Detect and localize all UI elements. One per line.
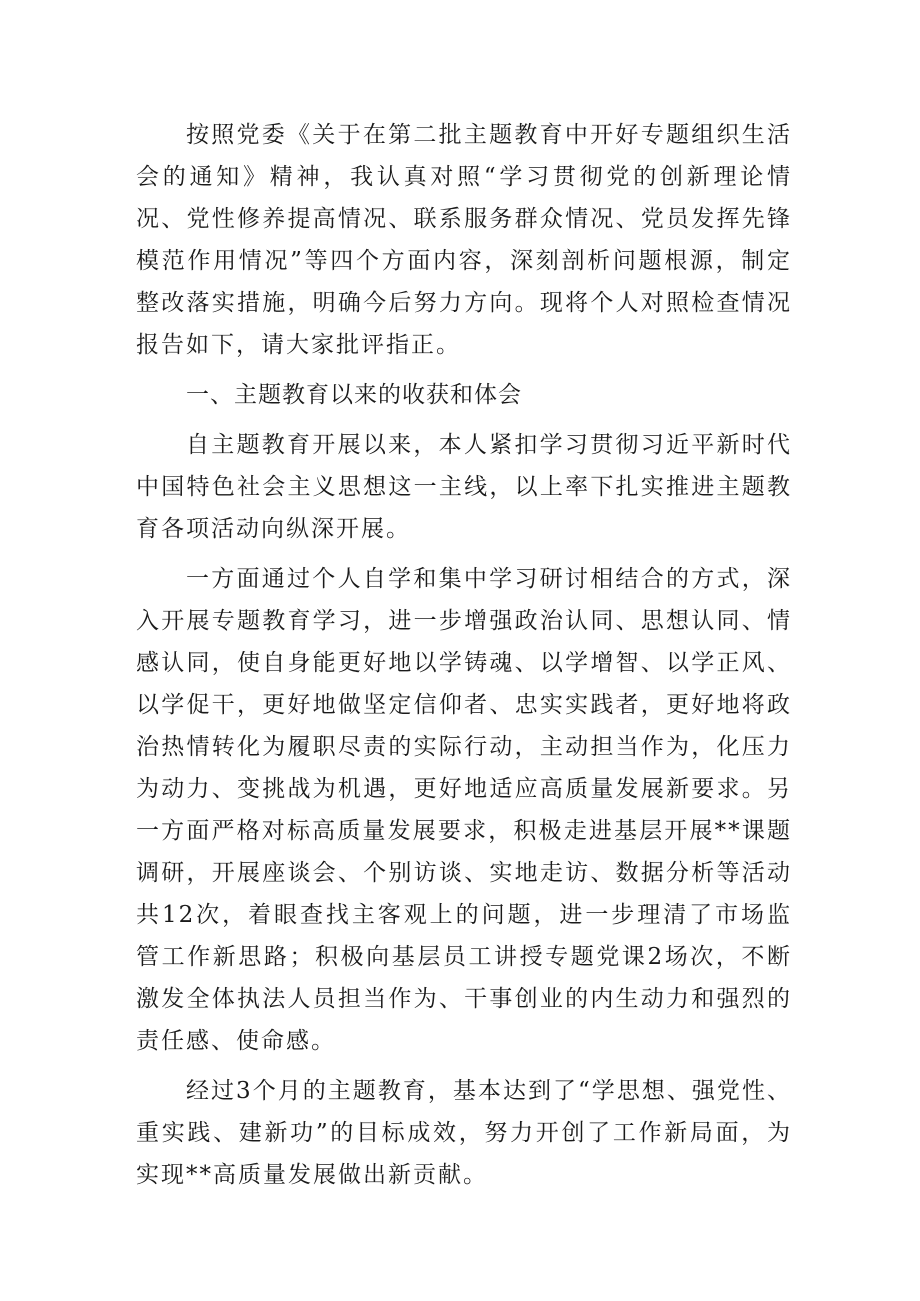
section-heading: 一、主题教育以来的收获和体会 xyxy=(186,382,522,408)
intro-paragraph: 按照党委《关于在第二批主题教育中开好专题组织生活会的通知》精神，我认真对照“学习贯彻党的创新理论情况、党性修养提高情况、联系服务群众情况、党员发挥先锋模范作用情况”等四个方面内容，深刻剖析问题根源，制定整改落实措施，明确今后努力方向。现将个人对照检查情况报告如下，请大家批评指正。 xyxy=(136,122,792,358)
document-body xyxy=(136,114,792,1196)
section-paragraph-2: 一方面通过个人自学和集中学习研讨相结合的方式，深入开展专题教育学习，进一步增强政治认同、思想认同、情感认同，使自身能更好地以学铸魂、以学增智、以学正风、以学促干，更好地做坚定信仰者、忠实实践者，更好地将政治热情转化为履职尽责的实际行动，主动担当作为，化压力为动力、变挑战为机遇，更好地适应高质量发展新要求。另一方面严格对标高质量发展要求，积极走进基层开展**课题调研，开展座谈会、个别访谈、实地走访、数据分析等活动共12次，着眼查找主客观上的问题，进一步理清了市场监管工作新思路；积极向基层员工讲授专题党课2场次，不断激发全体执法人员担当作为、干事创业的内生动力和强烈的责任感、使命感。 xyxy=(136,566,792,1054)
section-paragraph-3: 经过3个月的主题教育，基本达到了“学思想、强党性、重实践、建新功”的目标成效，努力开创了工作新局面，为实现**高质量发展做出新贡献。 xyxy=(136,1078,792,1188)
section-paragraph-1: 自主题教育开展以来，本人紧扣学习贯彻习近平新时代中国特色社会主义思想这一主线，以上率下扎实推进主题教育各项活动向纵深开展。 xyxy=(136,432,792,542)
